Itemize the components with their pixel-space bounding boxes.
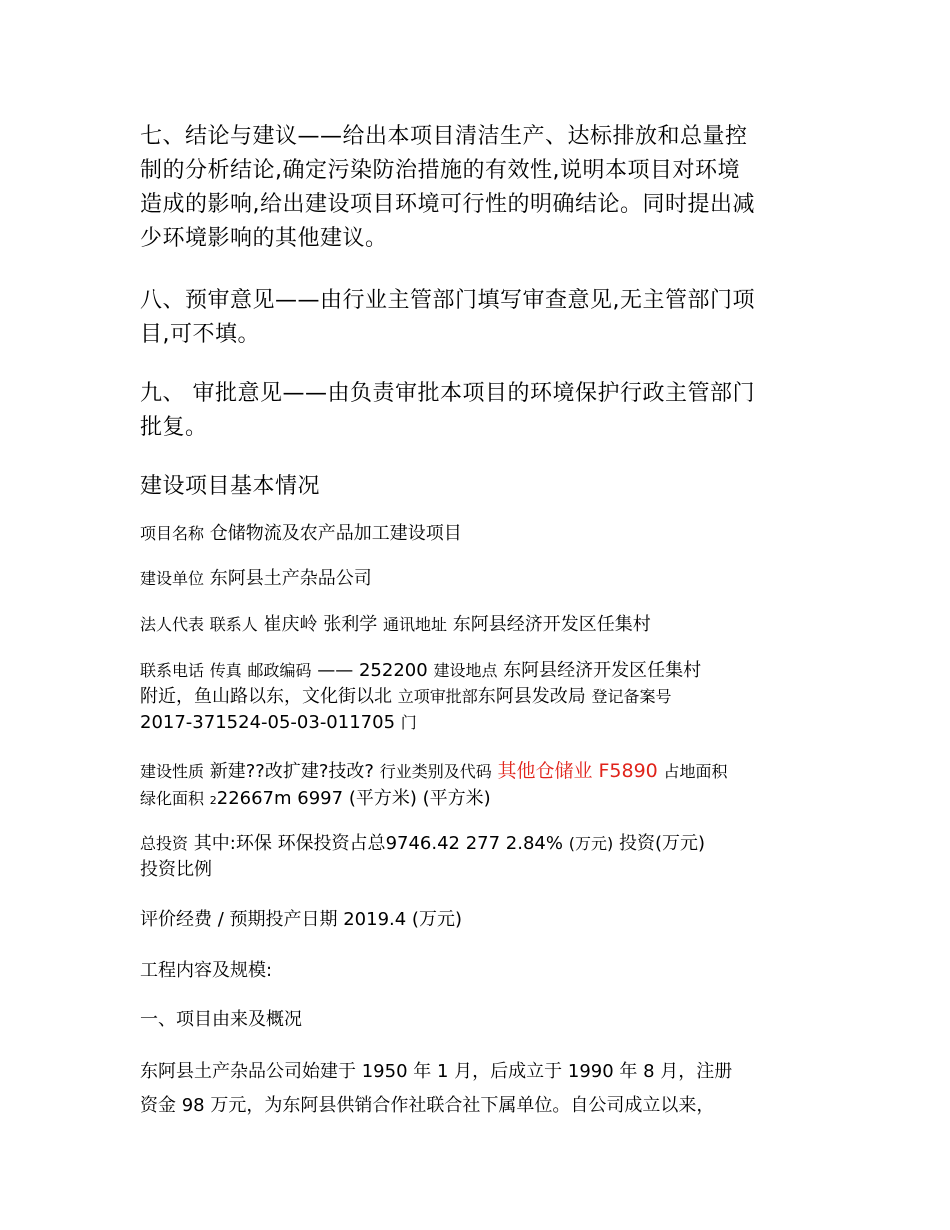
investment-ratio-label: 环保投资占总 [277,833,386,854]
land-area-value: 22667m [216,788,292,809]
content-scale-heading: 工程内容及规模: [140,960,273,981]
section-7 [140,120,830,256]
investment-ratio-tail: 投资比例 [140,859,212,880]
phone-label: 联系电话 [140,661,205,680]
intro-line: 资金 98 万元，为东阿县供销合作社联合社下属单位。自公司成立以来， [140,1095,715,1116]
area-values-row [140,786,830,814]
investment-sub-label: 其中:环保 [193,833,272,854]
industry-label: 行业类别及代码 [379,762,492,781]
legal-rep-value: 崔庆岭 [263,614,318,635]
nature-label: 建设性质 [140,762,205,781]
contact-label: 联系人 [209,615,258,634]
legal-rep-label: 法人代表 [140,615,205,634]
section-7-line: 制的分析结论,确定污染防治措施的有效性,说明本项目对环境 [140,158,740,183]
investment-values: 9746.42 277 2.84% [385,833,563,854]
fax-label: 传真 [209,661,242,680]
site-value-2: 附近，鱼山路以东，文化街以北 [140,686,392,707]
section-8 [140,284,830,352]
section-7-line: 少环境影响的其他建议。 [140,226,388,251]
section-7-line: 造成的影响,给出建设项目环境可行性的明确结论。同时提出减 [140,192,755,217]
section-8-line: 目,可不填。 [140,322,260,347]
fee-row: 评价经费 / 预期投产日期 2019.4 (万元) [140,909,462,930]
section-1-heading: 一、项目由来及概况 [140,1009,302,1030]
green-area-label: 绿化面积 [140,789,205,808]
sqm-unit-2: (平方米) [422,788,491,809]
approval-value: 东阿县发改局 [477,686,586,707]
investment-wan-yuan: 投资(万元) [618,833,705,854]
project-name-label: 项目名称 [140,524,205,543]
project-name-value: 仓储物流及农产品加工建设项目 [209,523,462,544]
site-label: 建设地点 [433,661,498,680]
section-8-line: 八、预审意见——由行业主管部门填写审查意见,无主管部门项 [140,288,755,313]
green-area-value: 6997 [297,788,344,809]
construction-unit-label: 建设单位 [140,569,205,588]
postcode-label: 邮政编码 [247,661,312,680]
section-9-line: 九、 审批意见——由负责审批本项目的环境保护行政主管部门 [140,381,755,406]
record-number-row [140,710,830,736]
address-value: 东阿县经济开发区任集村 [452,614,651,635]
site-approval-row [140,684,830,710]
site-value-1: 东阿县经济开发区任集村 [503,660,702,681]
men-char: 门 [400,713,417,732]
investment-row [140,831,830,857]
construction-unit-value: 东阿县土产杂品公司 [209,568,372,589]
postcode-value: 252200 [358,660,428,681]
project-name-row [140,521,830,547]
sqm-unit-1: (平方米) [348,788,417,809]
approval-label: 立项审批部 [397,687,478,706]
record-label: 登记备案号 [591,687,672,706]
superscript-two: 2 [209,794,217,807]
land-area-label: 占地面积 [663,762,728,781]
section-7-line: 七、结论与建议——给出本项目清洁生产、达标排放和总量控 [140,124,748,149]
contact-value: 张利学 [323,614,378,635]
total-investment-label: 总投资 [140,834,189,853]
address-label: 通讯地址 [382,615,447,634]
nature-value: 新建??改扩建?技改? [209,761,374,782]
record-number-value: 2017-371524-05-03-011705 [140,712,396,733]
basic-info-heading: 建设项目基本情况 [140,474,321,499]
investment-ratio-row [140,857,830,883]
wan-yuan-small: (万元) [568,834,614,853]
intro-line: 东阿县土产杂品公司始建于 1950 年 1 月，后成立于 1990 年 8 月，注册 [140,1061,733,1082]
section-9-line: 批复。 [140,415,208,440]
legal-contact-row [140,612,830,638]
section-9 [140,377,830,445]
nature-industry-row [140,758,830,785]
industry-value: 其他仓储业 F5890 [497,760,658,782]
intro-paragraph [140,1055,830,1123]
phone-site-row [140,658,830,684]
phone-fax-value: —— [317,660,354,681]
construction-unit-row [140,566,830,592]
